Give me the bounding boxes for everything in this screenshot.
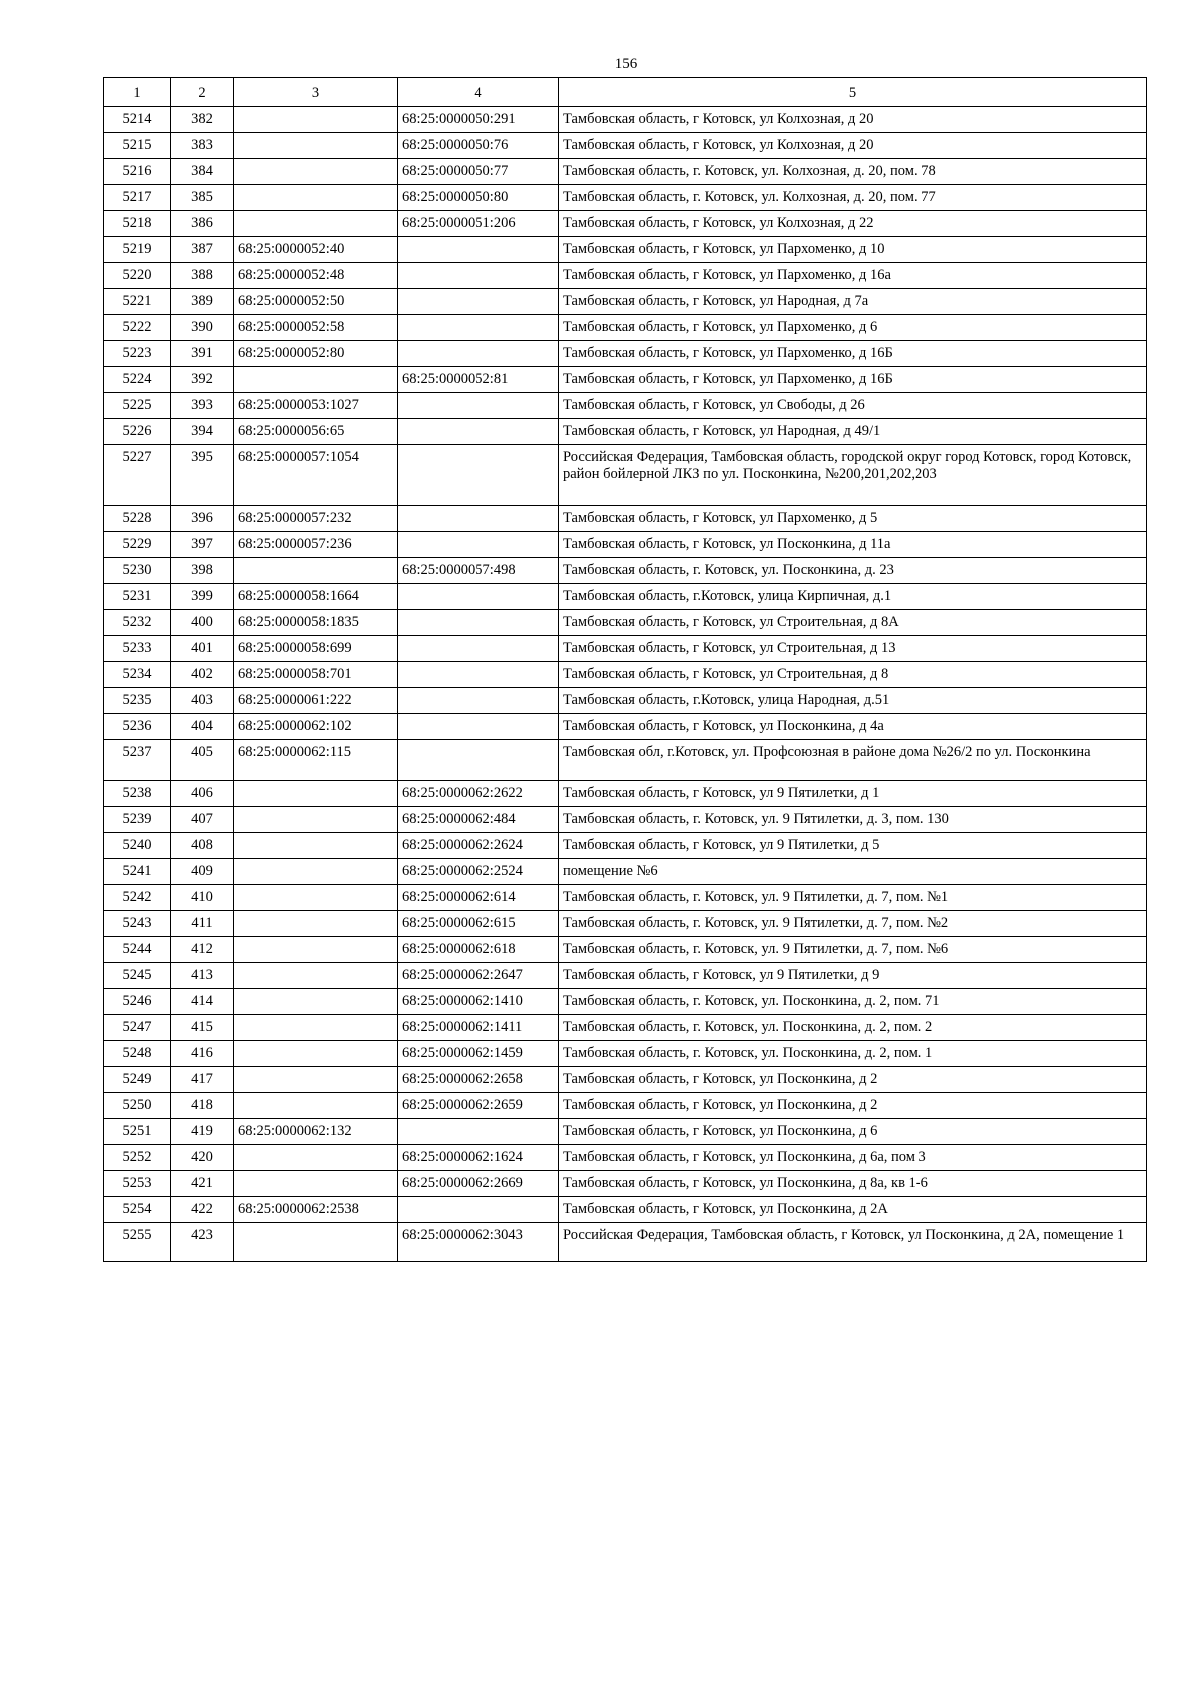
address-cell: Тамбовская область, г.Котовск, улица Народная, д.51: [559, 688, 1147, 714]
item-number-cell: 407: [171, 807, 234, 833]
address-cell: Тамбовская область, г Котовск, ул Посконкина, д 2: [559, 1067, 1147, 1093]
row-number-cell: 5233: [104, 636, 171, 662]
row-number-cell: 5225: [104, 393, 171, 419]
building-cadastral-cell: [398, 237, 559, 263]
row-number-cell: 5237: [104, 740, 171, 781]
address-cell: Тамбовская область, г Котовск, ул Пархоменко, д 10: [559, 237, 1147, 263]
table-row: [104, 963, 1147, 989]
building-cadastral-cell: [398, 445, 559, 506]
building-cadastral-cell: 68:25:0000062:618: [398, 937, 559, 963]
table-row: [104, 714, 1147, 740]
table-row: [104, 1093, 1147, 1119]
building-cadastral-cell: [398, 289, 559, 315]
address-cell: Тамбовская область, г. Котовск, ул. 9 Пятилетки, д. 7, пом. №6: [559, 937, 1147, 963]
row-number-cell: 5214: [104, 107, 171, 133]
table-row: [104, 133, 1147, 159]
item-number-cell: 387: [171, 237, 234, 263]
table-row: [104, 662, 1147, 688]
building-cadastral-cell: [398, 315, 559, 341]
address-cell: Тамбовская область, г Котовск, ул Пархоменко, д 5: [559, 506, 1147, 532]
address-cell: Тамбовская обл, г.Котовск, ул. Профсоюзная в районе дома №26/2 по ул. Посконкина: [559, 740, 1147, 781]
land-cadastral-cell: 68:25:0000058:1835: [234, 610, 398, 636]
item-number-cell: 414: [171, 989, 234, 1015]
item-number-cell: 409: [171, 859, 234, 885]
row-number-cell: 5227: [104, 445, 171, 506]
row-number-cell: 5240: [104, 833, 171, 859]
row-number-cell: 5220: [104, 263, 171, 289]
row-number-cell: 5217: [104, 185, 171, 211]
row-number-cell: 5244: [104, 937, 171, 963]
building-cadastral-cell: 68:25:0000062:1411: [398, 1015, 559, 1041]
table-row: [104, 1041, 1147, 1067]
building-cadastral-cell: [398, 740, 559, 781]
building-cadastral-cell: [398, 688, 559, 714]
land-cadastral-cell: [234, 911, 398, 937]
item-number-cell: 423: [171, 1223, 234, 1262]
land-cadastral-cell: 68:25:0000052:80: [234, 341, 398, 367]
row-number-cell: 5232: [104, 610, 171, 636]
row-number-cell: 5252: [104, 1145, 171, 1171]
item-number-cell: 382: [171, 107, 234, 133]
item-number-cell: 385: [171, 185, 234, 211]
table-row: [104, 289, 1147, 315]
table-row: [104, 1197, 1147, 1223]
row-number-cell: 5241: [104, 859, 171, 885]
land-cadastral-cell: [234, 807, 398, 833]
table-row: [104, 341, 1147, 367]
table-row: [104, 263, 1147, 289]
address-cell: Тамбовская область, г Котовск, ул Строительная, д 13: [559, 636, 1147, 662]
table-row: [104, 807, 1147, 833]
column-header-2: 2: [171, 78, 234, 107]
row-number-cell: 5230: [104, 558, 171, 584]
table-row: [104, 1119, 1147, 1145]
table-row: [104, 610, 1147, 636]
address-cell: Российская Федерация, Тамбовская область, г Котовск, ул Посконкина, д 2А, помещение 1: [559, 1223, 1147, 1262]
item-number-cell: 411: [171, 911, 234, 937]
row-number-cell: 5250: [104, 1093, 171, 1119]
land-cadastral-cell: [234, 833, 398, 859]
row-number-cell: 5251: [104, 1119, 171, 1145]
row-number-cell: 5249: [104, 1067, 171, 1093]
building-cadastral-cell: 68:25:0000062:2647: [398, 963, 559, 989]
address-cell: Тамбовская область, г. Котовск, ул. Посконкина, д. 2, пом. 2: [559, 1015, 1147, 1041]
table-row: [104, 833, 1147, 859]
column-header-3: 3: [234, 78, 398, 107]
item-number-cell: 408: [171, 833, 234, 859]
table-row: [104, 367, 1147, 393]
building-cadastral-cell: 68:25:0000062:614: [398, 885, 559, 911]
address-cell: Тамбовская область, г Котовск, ул Пархоменко, д 16Б: [559, 367, 1147, 393]
building-cadastral-cell: [398, 714, 559, 740]
building-cadastral-cell: 68:25:0000062:2669: [398, 1171, 559, 1197]
land-cadastral-cell: 68:25:0000053:1027: [234, 393, 398, 419]
item-number-cell: 384: [171, 159, 234, 185]
land-cadastral-cell: [234, 781, 398, 807]
address-cell: Тамбовская область, г Котовск, ул Посконкина, д 6а, пом 3: [559, 1145, 1147, 1171]
building-cadastral-cell: [398, 584, 559, 610]
row-number-cell: 5231: [104, 584, 171, 610]
table-row: [104, 558, 1147, 584]
table-row: [104, 1015, 1147, 1041]
item-number-cell: 400: [171, 610, 234, 636]
land-cadastral-cell: [234, 859, 398, 885]
building-cadastral-cell: 68:25:0000062:1624: [398, 1145, 559, 1171]
item-number-cell: 389: [171, 289, 234, 315]
building-cadastral-cell: [398, 393, 559, 419]
land-cadastral-cell: [234, 1223, 398, 1262]
address-cell: Тамбовская область, г Котовск, ул Посконкина, д 11а: [559, 532, 1147, 558]
land-cadastral-cell: 68:25:0000061:222: [234, 688, 398, 714]
item-number-cell: 399: [171, 584, 234, 610]
address-cell: Тамбовская область, г Котовск, ул 9 Пятилетки, д 9: [559, 963, 1147, 989]
building-cadastral-cell: 68:25:0000050:80: [398, 185, 559, 211]
item-number-cell: 420: [171, 1145, 234, 1171]
address-cell: Тамбовская область, г Котовск, ул Строительная, д 8А: [559, 610, 1147, 636]
table-row: [104, 740, 1147, 781]
row-number-cell: 5238: [104, 781, 171, 807]
item-number-cell: 410: [171, 885, 234, 911]
land-cadastral-cell: [234, 211, 398, 237]
row-number-cell: 5246: [104, 989, 171, 1015]
item-number-cell: 392: [171, 367, 234, 393]
registry-table: [103, 77, 1147, 1262]
address-cell: Тамбовская область, г Котовск, ул Посконкина, д 2: [559, 1093, 1147, 1119]
item-number-cell: 415: [171, 1015, 234, 1041]
item-number-cell: 396: [171, 506, 234, 532]
address-cell: Российская Федерация, Тамбовская область, городской округ город Котовск, город Котовск, район бойлерной ЛКЗ по ул. Посконкина, №200,201,202,203: [559, 445, 1147, 506]
building-cadastral-cell: 68:25:0000050:76: [398, 133, 559, 159]
land-cadastral-cell: 68:25:0000056:65: [234, 419, 398, 445]
table-row: [104, 688, 1147, 714]
table-row: [104, 1067, 1147, 1093]
item-number-cell: 412: [171, 937, 234, 963]
item-number-cell: 394: [171, 419, 234, 445]
row-number-cell: 5254: [104, 1197, 171, 1223]
land-cadastral-cell: [234, 1041, 398, 1067]
building-cadastral-cell: 68:25:0000062:484: [398, 807, 559, 833]
land-cadastral-cell: 68:25:0000057:236: [234, 532, 398, 558]
row-number-cell: 5215: [104, 133, 171, 159]
land-cadastral-cell: 68:25:0000057:232: [234, 506, 398, 532]
land-cadastral-cell: [234, 185, 398, 211]
row-number-cell: 5253: [104, 1171, 171, 1197]
row-number-cell: 5245: [104, 963, 171, 989]
land-cadastral-cell: [234, 937, 398, 963]
column-header-4: 4: [398, 78, 559, 107]
row-number-cell: 5223: [104, 341, 171, 367]
land-cadastral-cell: [234, 963, 398, 989]
building-cadastral-cell: [398, 506, 559, 532]
address-cell: Тамбовская область, г Котовск, ул 9 Пятилетки, д 5: [559, 833, 1147, 859]
building-cadastral-cell: [398, 1197, 559, 1223]
address-cell: Тамбовская область, г Котовск, ул Свободы, д 26: [559, 393, 1147, 419]
building-cadastral-cell: [398, 610, 559, 636]
table-row: [104, 419, 1147, 445]
land-cadastral-cell: [234, 558, 398, 584]
address-cell: Тамбовская область, г Котовск, ул Посконкина, д 2А: [559, 1197, 1147, 1223]
address-cell: Тамбовская область, г. Котовск, ул. 9 Пятилетки, д. 7, пом. №1: [559, 885, 1147, 911]
row-number-cell: 5219: [104, 237, 171, 263]
address-cell: Тамбовская область, г Котовск, ул Народная, д 49/1: [559, 419, 1147, 445]
land-cadastral-cell: [234, 989, 398, 1015]
row-number-cell: 5216: [104, 159, 171, 185]
address-cell: Тамбовская область, г Котовск, ул Строительная, д 8: [559, 662, 1147, 688]
row-number-cell: 5243: [104, 911, 171, 937]
building-cadastral-cell: [398, 636, 559, 662]
building-cadastral-cell: 68:25:0000062:2524: [398, 859, 559, 885]
land-cadastral-cell: 68:25:0000062:115: [234, 740, 398, 781]
land-cadastral-cell: 68:25:0000052:50: [234, 289, 398, 315]
table-row: [104, 506, 1147, 532]
land-cadastral-cell: 68:25:0000052:40: [234, 237, 398, 263]
building-cadastral-cell: 68:25:0000062:1410: [398, 989, 559, 1015]
item-number-cell: 413: [171, 963, 234, 989]
address-cell: Тамбовская область, г. Котовск, ул. Посконкина, д. 23: [559, 558, 1147, 584]
building-cadastral-cell: 68:25:0000062:2659: [398, 1093, 559, 1119]
item-number-cell: 419: [171, 1119, 234, 1145]
address-cell: Тамбовская область, г Котовск, ул Колхозная, д 20: [559, 107, 1147, 133]
table-row: [104, 532, 1147, 558]
table-row: [104, 393, 1147, 419]
table-row: [104, 1223, 1147, 1262]
land-cadastral-cell: 68:25:0000052:58: [234, 315, 398, 341]
column-header-1: 1: [104, 78, 171, 107]
address-cell: Тамбовская область, г.Котовск, улица Кирпичная, д.1: [559, 584, 1147, 610]
building-cadastral-cell: [398, 1119, 559, 1145]
item-number-cell: 391: [171, 341, 234, 367]
land-cadastral-cell: 68:25:0000058:701: [234, 662, 398, 688]
item-number-cell: 422: [171, 1197, 234, 1223]
row-number-cell: 5224: [104, 367, 171, 393]
address-cell: Тамбовская область, г Котовск, ул 9 Пятилетки, д 1: [559, 781, 1147, 807]
table-row: [104, 885, 1147, 911]
building-cadastral-cell: 68:25:0000057:498: [398, 558, 559, 584]
table-row: [104, 185, 1147, 211]
address-cell: Тамбовская область, г Котовск, ул Пархоменко, д 6: [559, 315, 1147, 341]
item-number-cell: 418: [171, 1093, 234, 1119]
table-row: [104, 636, 1147, 662]
table-row: [104, 445, 1147, 506]
address-cell: Тамбовская область, г Котовск, ул Пархоменко, д 16а: [559, 263, 1147, 289]
item-number-cell: 397: [171, 532, 234, 558]
land-cadastral-cell: [234, 1171, 398, 1197]
address-cell: Тамбовская область, г. Котовск, ул. Колхозная, д. 20, пом. 77: [559, 185, 1147, 211]
row-number-cell: 5236: [104, 714, 171, 740]
row-number-cell: 5221: [104, 289, 171, 315]
building-cadastral-cell: 68:25:0000062:3043: [398, 1223, 559, 1262]
item-number-cell: 386: [171, 211, 234, 237]
address-cell: помещение №6: [559, 859, 1147, 885]
item-number-cell: 390: [171, 315, 234, 341]
building-cadastral-cell: 68:25:0000062:2624: [398, 833, 559, 859]
table-row: [104, 107, 1147, 133]
item-number-cell: 398: [171, 558, 234, 584]
building-cadastral-cell: 68:25:0000062:2658: [398, 1067, 559, 1093]
table-row: [104, 781, 1147, 807]
row-number-cell: 5229: [104, 532, 171, 558]
item-number-cell: 402: [171, 662, 234, 688]
row-number-cell: 5235: [104, 688, 171, 714]
item-number-cell: 404: [171, 714, 234, 740]
table-row: [104, 1145, 1147, 1171]
table-row: [104, 1171, 1147, 1197]
row-number-cell: 5247: [104, 1015, 171, 1041]
address-cell: Тамбовская область, г Котовск, ул Народная, д 7а: [559, 289, 1147, 315]
item-number-cell: 421: [171, 1171, 234, 1197]
land-cadastral-cell: 68:25:0000058:699: [234, 636, 398, 662]
building-cadastral-cell: 68:25:0000062:615: [398, 911, 559, 937]
row-number-cell: 5234: [104, 662, 171, 688]
address-cell: Тамбовская область, г Котовск, ул Колхозная, д 20: [559, 133, 1147, 159]
address-cell: Тамбовская область, г Котовск, ул Посконкина, д 4а: [559, 714, 1147, 740]
item-number-cell: 388: [171, 263, 234, 289]
item-number-cell: 393: [171, 393, 234, 419]
row-number-cell: 5239: [104, 807, 171, 833]
land-cadastral-cell: [234, 133, 398, 159]
building-cadastral-cell: [398, 341, 559, 367]
row-number-cell: 5242: [104, 885, 171, 911]
land-cadastral-cell: [234, 1015, 398, 1041]
building-cadastral-cell: [398, 419, 559, 445]
land-cadastral-cell: 68:25:0000062:2538: [234, 1197, 398, 1223]
row-number-cell: 5222: [104, 315, 171, 341]
column-header-5: 5: [559, 78, 1147, 107]
land-cadastral-cell: 68:25:0000052:48: [234, 263, 398, 289]
building-cadastral-cell: [398, 662, 559, 688]
address-cell: Тамбовская область, г. Котовск, ул. Посконкина, д. 2, пом. 71: [559, 989, 1147, 1015]
row-number-cell: 5228: [104, 506, 171, 532]
land-cadastral-cell: [234, 1145, 398, 1171]
table-body: [104, 107, 1147, 1262]
land-cadastral-cell: 68:25:0000062:102: [234, 714, 398, 740]
address-cell: Тамбовская область, г Котовск, ул Пархоменко, д 16Б: [559, 341, 1147, 367]
address-cell: Тамбовская область, г Котовск, ул Посконкина, д 8а, кв 1-6: [559, 1171, 1147, 1197]
building-cadastral-cell: 68:25:0000062:1459: [398, 1041, 559, 1067]
land-cadastral-cell: [234, 885, 398, 911]
item-number-cell: 406: [171, 781, 234, 807]
land-cadastral-cell: [234, 159, 398, 185]
building-cadastral-cell: [398, 532, 559, 558]
building-cadastral-cell: [398, 263, 559, 289]
building-cadastral-cell: 68:25:0000051:206: [398, 211, 559, 237]
item-number-cell: 395: [171, 445, 234, 506]
land-cadastral-cell: 68:25:0000057:1054: [234, 445, 398, 506]
table-row: [104, 859, 1147, 885]
table-row: [104, 315, 1147, 341]
item-number-cell: 405: [171, 740, 234, 781]
address-cell: Тамбовская область, г Котовск, ул Посконкина, д 6: [559, 1119, 1147, 1145]
header-row: [104, 78, 1147, 107]
row-number-cell: 5226: [104, 419, 171, 445]
table-row: [104, 937, 1147, 963]
land-cadastral-cell: 68:25:0000058:1664: [234, 584, 398, 610]
land-cadastral-cell: [234, 107, 398, 133]
table-row: [104, 584, 1147, 610]
building-cadastral-cell: 68:25:0000050:291: [398, 107, 559, 133]
address-cell: Тамбовская область, г Котовск, ул Колхозная, д 22: [559, 211, 1147, 237]
item-number-cell: 383: [171, 133, 234, 159]
row-number-cell: 5255: [104, 1223, 171, 1262]
table-row: [104, 159, 1147, 185]
row-number-cell: 5248: [104, 1041, 171, 1067]
table-row: [104, 911, 1147, 937]
item-number-cell: 401: [171, 636, 234, 662]
address-cell: Тамбовская область, г. Котовск, ул. Посконкина, д. 2, пом. 1: [559, 1041, 1147, 1067]
land-cadastral-cell: [234, 1067, 398, 1093]
address-cell: Тамбовская область, г. Котовск, ул. Колхозная, д. 20, пом. 78: [559, 159, 1147, 185]
table-row: [104, 237, 1147, 263]
table-row: [104, 211, 1147, 237]
address-cell: Тамбовская область, г. Котовск, ул. 9 Пятилетки, д. 7, пом. №2: [559, 911, 1147, 937]
item-number-cell: 416: [171, 1041, 234, 1067]
land-cadastral-cell: [234, 1093, 398, 1119]
item-number-cell: 403: [171, 688, 234, 714]
land-cadastral-cell: [234, 367, 398, 393]
address-cell: Тамбовская область, г. Котовск, ул. 9 Пятилетки, д. 3, пом. 130: [559, 807, 1147, 833]
building-cadastral-cell: 68:25:0000062:2622: [398, 781, 559, 807]
page-number: 156: [614, 56, 638, 72]
building-cadastral-cell: 68:25:0000052:81: [398, 367, 559, 393]
building-cadastral-cell: 68:25:0000050:77: [398, 159, 559, 185]
land-cadastral-cell: 68:25:0000062:132: [234, 1119, 398, 1145]
item-number-cell: 417: [171, 1067, 234, 1093]
row-number-cell: 5218: [104, 211, 171, 237]
table-row: [104, 989, 1147, 1015]
